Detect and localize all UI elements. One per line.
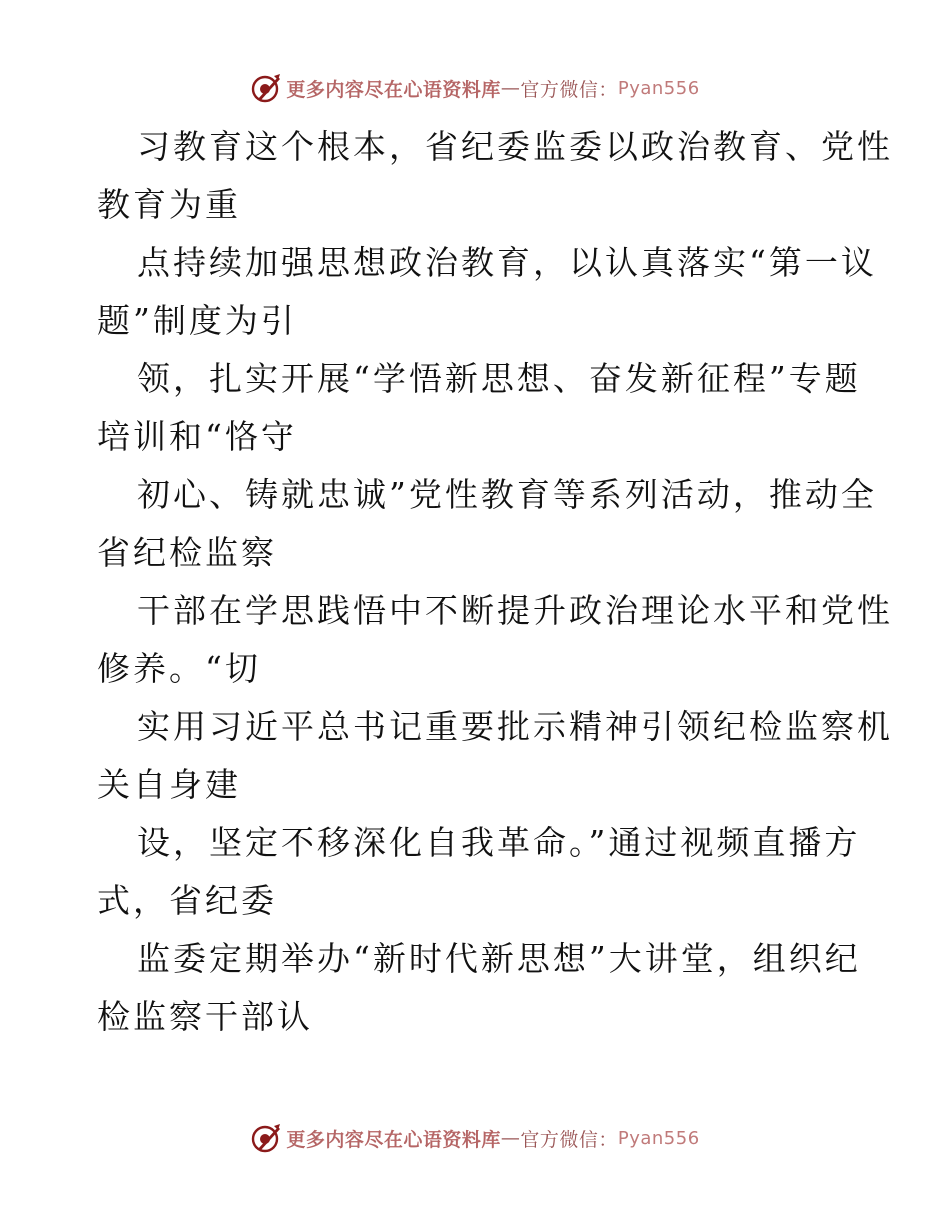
paragraph-line: 修养。“切 <box>97 649 261 688</box>
watermark-dash: — <box>500 1127 521 1149</box>
paragraph-line: 培训和“恪守 <box>97 417 297 456</box>
paragraph-line: 教育为重 <box>97 185 241 224</box>
paragraph <box>97 350 861 466</box>
pen-logo-icon <box>250 72 282 104</box>
watermark-site-text: 更多内容尽在心语资料库 <box>286 78 501 101</box>
document-body <box>97 118 893 1046</box>
paragraph-line: 题”制度为引 <box>97 301 297 340</box>
paragraph <box>97 118 893 234</box>
paragraph <box>97 234 877 350</box>
paragraph-line: 领，扎实开展“学悟新思想、奋发新征程”专题 <box>137 359 861 398</box>
watermark-wechat-label: 官方微信： <box>520 1128 618 1151</box>
watermark-wechat-label: 官方微信： <box>520 78 618 101</box>
paragraph <box>97 814 861 930</box>
header-watermark <box>0 72 950 104</box>
paragraph-line: 监委定期举办“新时代新思想”大讲堂，组织纪 <box>137 939 861 978</box>
watermark-wechat-id: Pyan556 <box>617 1127 700 1149</box>
pen-logo-icon <box>250 1122 282 1154</box>
watermark-wechat-id: Pyan556 <box>617 77 700 99</box>
paragraph <box>97 466 877 582</box>
paragraph-line: 习教育这个根本，省纪委监委以政治教育、党性 <box>137 127 893 166</box>
paragraph <box>97 930 861 1046</box>
paragraph-line: 实用习近平总书记重要批示精神引领纪检监察机 <box>137 707 893 746</box>
paragraph-line: 关自身建 <box>97 765 241 804</box>
paragraph <box>97 698 893 814</box>
paragraph-line: 设，坚定不移深化自我革命。”通过视频直播方 <box>137 823 861 862</box>
paragraph-line: 干部在学思践悟中不断提升政治理论水平和党性 <box>137 591 893 630</box>
paragraph-line: 省纪检监察 <box>97 533 277 572</box>
footer-watermark <box>0 1122 950 1154</box>
paragraph-line: 初心、铸就忠诚”党性教育等系列活动，推动全 <box>137 475 877 514</box>
paragraph <box>97 582 893 698</box>
paragraph-line: 点持续加强思想政治教育，以认真落实“第一议 <box>137 243 877 282</box>
watermark-dash: — <box>500 77 521 99</box>
paragraph-line: 检监察干部认 <box>97 997 313 1036</box>
watermark-site-text: 更多内容尽在心语资料库 <box>286 1128 501 1151</box>
paragraph-line: 式，省纪委 <box>97 881 277 920</box>
